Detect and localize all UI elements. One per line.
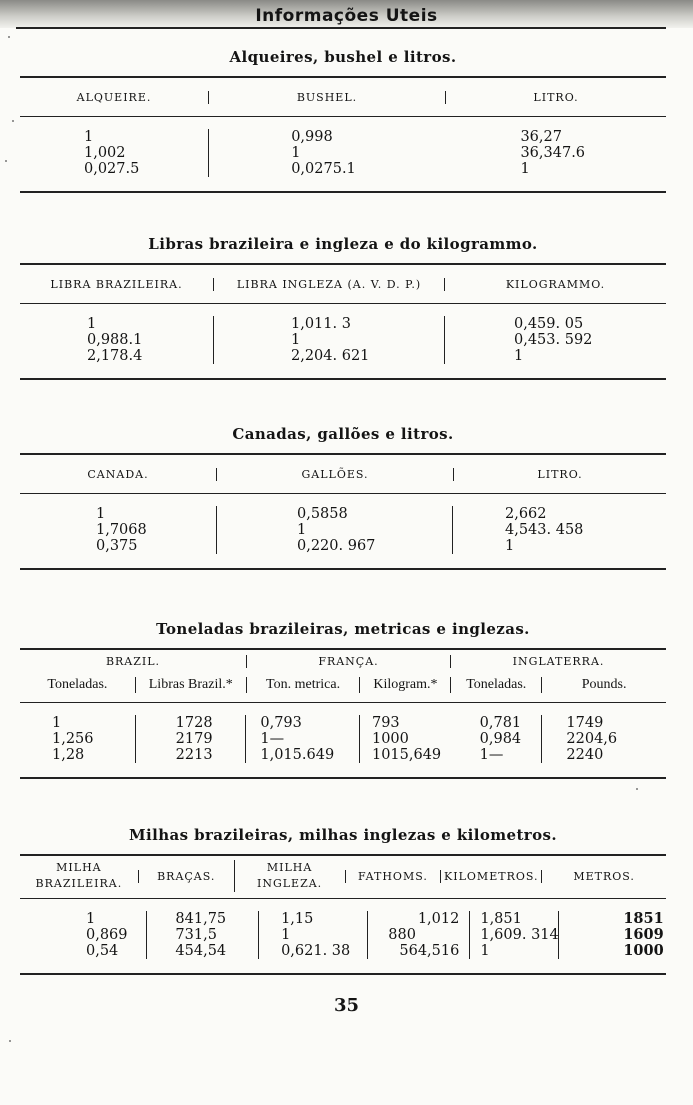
- cell: 1—: [260, 731, 285, 747]
- column-header: BUSHEL.: [208, 91, 445, 104]
- cell: 1,7068: [96, 522, 147, 538]
- column-values: [558, 911, 666, 959]
- paper-speck: [9, 1040, 11, 1042]
- paper-speck: [8, 36, 10, 38]
- table-libras: [20, 231, 666, 380]
- cell: 2,662: [505, 506, 547, 522]
- table-header-row: [20, 265, 666, 303]
- column-values: [541, 715, 666, 763]
- cell: 1: [291, 332, 301, 348]
- table-rule: [20, 568, 666, 570]
- cell: 1: [480, 943, 490, 959]
- cell: 1,28: [52, 747, 85, 763]
- column-header: MILHA BRAZILEIRA.: [35, 861, 123, 890]
- cell: 1,012: [417, 911, 460, 927]
- cell: 1,609. 314: [480, 927, 559, 943]
- cell: 1—: [479, 747, 504, 763]
- cell: 793: [371, 715, 400, 731]
- cell: 1: [297, 522, 307, 538]
- cell: 1851: [623, 910, 664, 927]
- cell: 1,15: [281, 911, 314, 927]
- column-values: [208, 129, 446, 177]
- column-header: Libras Brazil.*: [135, 677, 246, 693]
- cell: 1,011. 3: [291, 316, 351, 332]
- column-values: [469, 911, 558, 959]
- table-body: [20, 117, 666, 185]
- column-values: [213, 316, 444, 364]
- running-title: Informações Uteis: [255, 6, 438, 26]
- table-title: Milhas brazileiras, milhas inglezas e kilometros.: [129, 826, 557, 844]
- table-body: [20, 899, 666, 967]
- cell: 0,869: [86, 927, 128, 943]
- column-values: [258, 911, 367, 959]
- cell: 1: [514, 348, 524, 364]
- group-header: BRAZIL.: [105, 654, 161, 668]
- cell: 731,5: [175, 927, 217, 943]
- cell: 0,459. 05: [514, 316, 584, 332]
- group-header: FRANÇA.: [246, 655, 450, 668]
- table-rule: [20, 973, 666, 975]
- column-header: GALLÕES.: [216, 468, 453, 481]
- cell: 0,781: [479, 715, 522, 731]
- cell: 880: [388, 927, 416, 943]
- cell: 0,988.1: [87, 332, 143, 348]
- table-body: [20, 494, 666, 562]
- cell: 0,793: [260, 715, 302, 731]
- column-header: Pounds.: [541, 677, 666, 693]
- table-alqueires: [20, 44, 666, 193]
- column-values: [20, 506, 216, 554]
- cell: 1,015.649: [260, 747, 335, 763]
- column-header: LIBRA INGLEZA (A. V. D. P.): [213, 278, 444, 291]
- cell: 841,75: [175, 911, 227, 927]
- cell: 1: [291, 145, 301, 161]
- cell: 1: [52, 715, 62, 731]
- table-header-row: [20, 856, 666, 896]
- cell: 0,998: [291, 129, 333, 145]
- table-toneladas: [20, 616, 666, 779]
- cell: 0,453. 592: [514, 332, 593, 348]
- cell: 2204,6: [566, 731, 618, 747]
- column-header: KILOGRAMMO.: [444, 278, 666, 291]
- column-header: LITRO.: [453, 468, 666, 481]
- cell: 564,516: [399, 943, 460, 959]
- cell: 2179: [175, 731, 213, 747]
- cell: 1728: [175, 715, 213, 731]
- table-rule: [20, 191, 666, 193]
- header-rule: [16, 27, 666, 29]
- cell: 0,621. 38: [281, 943, 351, 959]
- group-header: INGLATERRA.: [450, 655, 666, 668]
- column-header: Ton. metrica.: [246, 677, 360, 693]
- column-values: [245, 715, 359, 763]
- table-header-row: [20, 78, 666, 116]
- cell: 1: [520, 161, 530, 177]
- cell: 1: [281, 927, 291, 943]
- cell: 1749: [566, 715, 604, 731]
- column-values: [444, 316, 664, 364]
- column-header: Toneladas.: [47, 677, 108, 692]
- column-values: [20, 911, 146, 959]
- cell: 36,27: [520, 129, 562, 145]
- cell: 1015,649: [371, 747, 442, 763]
- cell: 454,54: [175, 943, 227, 959]
- column-header: METROS.: [541, 870, 666, 883]
- table-header-row: [20, 672, 666, 698]
- column-values: [452, 506, 665, 554]
- cell: 1: [86, 911, 96, 927]
- column-values: [367, 911, 469, 959]
- table-header-row: [20, 455, 666, 493]
- column-values: [452, 715, 542, 763]
- paper-speck: [5, 160, 7, 162]
- column-values: [20, 715, 135, 763]
- column-header: KILOMETROS.: [440, 870, 541, 883]
- table-body: [20, 304, 666, 372]
- column-values: [359, 715, 452, 763]
- column-header: Toneladas.: [450, 677, 541, 693]
- cell: 1000: [623, 942, 664, 959]
- cell: 1,002: [84, 145, 126, 161]
- table-title: Toneladas brazileiras, metricas e inglezas.: [156, 620, 530, 638]
- column-header: MILHA INGLEZA.: [234, 860, 345, 892]
- cell: 2240: [566, 747, 604, 763]
- column-header: FATHOMS.: [345, 870, 441, 883]
- table-body: [20, 703, 666, 771]
- cell: 1,256: [52, 731, 94, 747]
- cell: 1,851: [480, 911, 522, 927]
- table-rule: [20, 777, 666, 779]
- cell: 1000: [371, 731, 409, 747]
- page-number: 35: [333, 995, 360, 1016]
- cell: 1: [96, 506, 106, 522]
- cell: 1: [87, 316, 97, 332]
- table-title: Canadas, gallões e litros.: [232, 425, 454, 443]
- cell: 0,54: [86, 943, 119, 959]
- table-title: Alqueires, bushel e litros.: [229, 48, 457, 66]
- column-values: [216, 506, 452, 554]
- column-values: [146, 911, 258, 959]
- cell: 0,5858: [297, 506, 348, 522]
- column-values: [446, 129, 666, 177]
- cell: 2,178.4: [87, 348, 143, 364]
- cell: 2213: [175, 747, 213, 763]
- column-header: Kilogram.*: [359, 677, 450, 693]
- column-values: [135, 715, 246, 763]
- cell: 36,347.6: [520, 145, 586, 161]
- paper-speck: [12, 120, 14, 122]
- cell: 4,543. 458: [505, 522, 584, 538]
- cell: 2,204. 621: [291, 348, 370, 364]
- table-rule: [20, 378, 666, 380]
- column-values: [20, 129, 208, 177]
- cell: 0,375: [96, 538, 138, 554]
- column-header: BRAÇAS.: [138, 870, 234, 883]
- column-header: ALQUEIRE.: [76, 90, 152, 104]
- group-header-row: [20, 650, 666, 672]
- paper-speck: [636, 788, 638, 790]
- cell: 0,0275.1: [291, 161, 356, 177]
- cell: 0,220. 967: [297, 538, 376, 554]
- table-canadas: [20, 421, 666, 570]
- column-header: LITRO.: [445, 91, 666, 104]
- column-header: LIBRA BRAZILEIRA.: [50, 277, 183, 291]
- column-values: [20, 316, 213, 364]
- cell: 0,984: [479, 731, 522, 747]
- column-header: CANADA.: [87, 467, 149, 481]
- cell: 1: [84, 129, 94, 145]
- cell: 1: [505, 538, 515, 554]
- table-title: Libras brazileira e ingleza e do kilogrammo.: [148, 235, 538, 253]
- cell: 0,027.5: [84, 161, 140, 177]
- cell: 1609: [623, 926, 664, 943]
- table-milhas: [20, 822, 666, 975]
